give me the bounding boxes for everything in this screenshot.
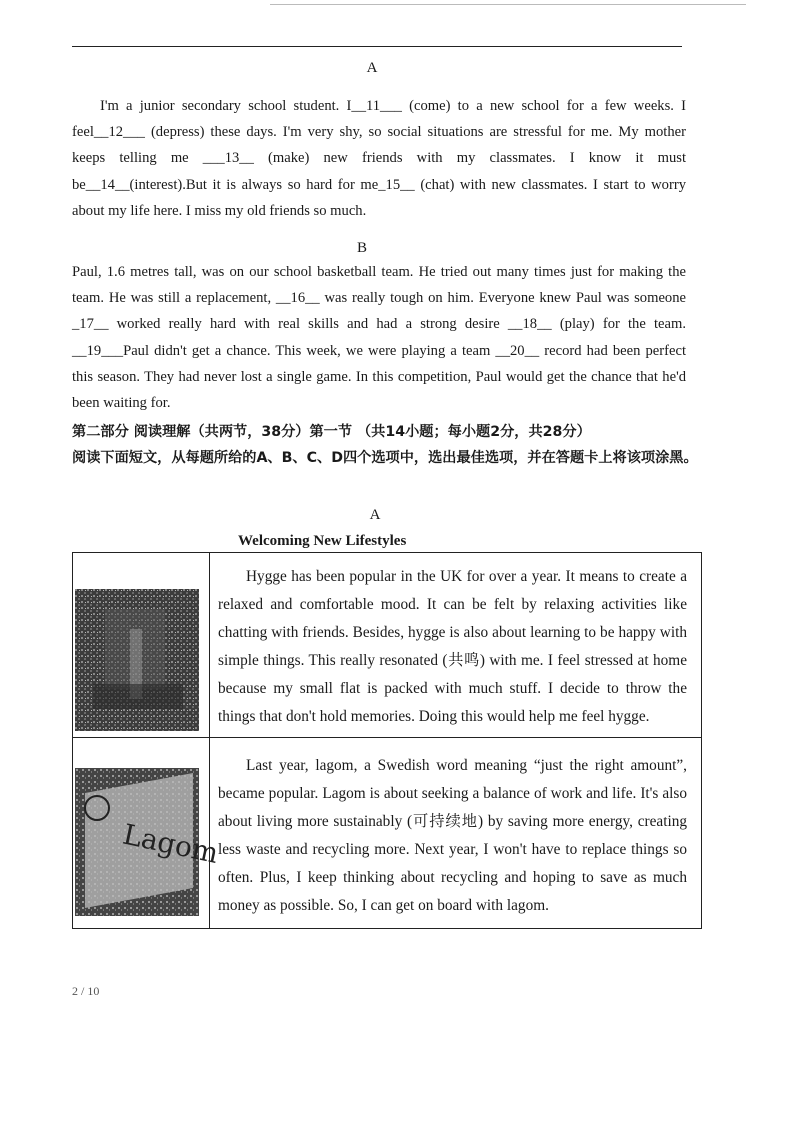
section-a-heading: A xyxy=(366,60,378,76)
section-a-passage xyxy=(72,93,686,224)
hygge-text: Hygge has been popular in the UK for over a year. It means to create a relaxed and comfortable mood. It can be felt by relaxing activities like chatting with friends. Besides, hygge is also about learning to be happy with simple things. This really resonated (共鸣) with me. I feel stressed at home because my small flat is packed with much stuff. I decide to throw the things that don't hold memories. Doing this would help me feel hygge. xyxy=(210,553,702,738)
section-b-heading: B xyxy=(356,240,367,256)
lagom-photo xyxy=(75,768,222,916)
header-divider xyxy=(72,46,682,47)
page-top-edge xyxy=(270,0,746,5)
lagom-text: Last year, lagom, a Swedish word meaning “just the right amount”, became popular. Lagom is about seeking a balance of work and life. It's also about living more sustainably (可持续地) by saving more energy, creating less waste and recycling more. Next year, I won't have to replace things so often. Plus, I keep thinking about recycling and hoping to save as much money as possible. So, I can get on board with lagom. xyxy=(210,738,702,929)
lifestyles-table xyxy=(72,552,702,929)
image-cell xyxy=(73,553,210,738)
reading-a-title: Welcoming New Lifestyles xyxy=(238,533,407,549)
part-two-instructions: 阅读下面短文，从每题所给的A、B、C、D四个选项中，选出最佳选项，并在答题卡上将该项涂黑。 xyxy=(72,450,698,466)
page-number: 2 / 10 xyxy=(72,984,100,998)
image-cell xyxy=(73,738,222,929)
lagom-sign-text: Lagom xyxy=(120,817,222,870)
reading-a-heading: A xyxy=(369,507,381,523)
part-two-title: 第二部分 阅读理解（共两节，38分）第一节 （共14小题；每小题2分，共28分） xyxy=(72,424,591,440)
section-b-passage: Paul, 1.6 metres tall, was on our school basketball team. He tried out many times just for making the team. He was still a replacement, __16__ was really tough on him. Everyone knew Paul was someone _17__ worked really hard with real skills and had a strong desire __18__ (play) for the team. __19___Paul didn't get a chance. This week, we were playing a team __20__ record had been perfect this season. They had never lost a single game. In this competition, Paul would get the chance that he'd been waiting for. xyxy=(72,264,686,412)
table-row xyxy=(73,553,702,738)
section-a-text: I'm a junior secondary school student. I__11___ (come) to a new school for a few weeks. I feel__12___ (depress) these days. I'm very shy, so social situations are stressful for me. My mother keeps telling me ___13__ (make) new friends with my classmates. I know it must be__14__(interest).But it is always so hard for me_15__ (chat) with new classmates. I start to worry about my life here. I miss my old friends so much. xyxy=(72,98,686,219)
table-row xyxy=(73,738,702,929)
hygge-photo xyxy=(75,589,199,731)
